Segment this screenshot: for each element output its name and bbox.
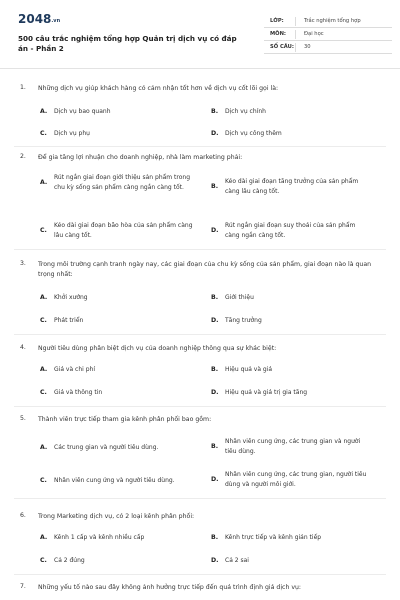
option-b[interactable]: [211, 107, 371, 117]
question-text: Thành viên trực tiếp tham gia kênh phân phối bao gồm:: [38, 416, 212, 423]
option-a[interactable]: [40, 107, 200, 117]
option-text: Hiệu quả và giá: [225, 366, 273, 373]
option-letter: C.: [40, 130, 47, 138]
option-text: Nhân viên cung ứng, các trung gian và người tiêu dùng.: [225, 438, 361, 455]
option-b[interactable]: [211, 293, 371, 303]
meta-value: Đại học: [304, 31, 324, 37]
option-letter: A.: [40, 179, 48, 186]
meta-row-subject: [264, 28, 392, 41]
option-d[interactable]: [211, 388, 371, 398]
meta-separator: [295, 17, 296, 26]
site-logo[interactable]: [18, 12, 60, 26]
question-text: Để gia tăng lợi nhuận cho doanh nghiệp, nhà làm marketing phải:: [38, 154, 243, 161]
meta-separator: [295, 30, 296, 39]
option-letter: C.: [40, 227, 47, 234]
option-letter: B.: [211, 366, 219, 374]
option-text: Rút ngắn giai đoạn suy thoái của sản phẩm càng ngắn càng tốt.: [225, 222, 356, 239]
option-text: Kéo dài giai đoạn bão hòa của sản phẩm càng lâu càng tốt.: [54, 222, 193, 239]
option-letter: C.: [40, 557, 47, 565]
option-letter: A.: [40, 108, 48, 116]
document-header: [18, 12, 384, 62]
option-text: Dịch vụ chính: [225, 108, 266, 115]
question-number: 5.: [20, 415, 26, 422]
option-text: Các trung gian và người tiêu dùng.: [54, 444, 159, 451]
option-text: Nhân viên cung ứng và người tiêu dùng.: [54, 477, 175, 484]
option-letter: B.: [211, 534, 219, 542]
option-text: Tăng trưởng: [225, 317, 262, 324]
meta-key: MÔN:: [270, 31, 286, 37]
option-letter: A.: [40, 534, 48, 542]
question-text: Trong Marketing dịch vụ, có 2 loại kênh phân phối:: [38, 513, 195, 520]
option-d[interactable]: [211, 129, 371, 139]
option-text: Rút ngắn giai đoạn giới thiệu sản phẩm trong chu kỳ sống sản phẩm càng ngắn càng tốt.: [54, 174, 191, 191]
option-c[interactable]: [40, 388, 200, 398]
option-letter: A.: [40, 444, 48, 452]
option-d[interactable]: [211, 470, 376, 489]
option-letter: B.: [211, 294, 219, 302]
option-letter: C.: [40, 477, 47, 485]
option-text: Cả 2 đúng: [54, 557, 85, 564]
page-title: 500 câu trắc nghiệm tổng hợp Quản trị dịch vụ có đáp án - Phần 2: [18, 34, 237, 53]
question-number: 2.: [20, 153, 26, 160]
option-a[interactable]: [40, 173, 200, 192]
option-a[interactable]: [40, 443, 205, 453]
option-d[interactable]: [211, 316, 371, 326]
option-text: Kéo dài giai đoạn tăng trưởng của sản phẩm càng lâu càng tốt.: [225, 178, 359, 195]
meta-separator: [295, 43, 296, 52]
question-number: 4.: [20, 344, 26, 351]
question-text: Trong môi trường cạnh tranh ngày nay, các giai đoạn của chu kỳ sống của sản phẩm, giai đoạn nào là quan trọng nhất:: [38, 261, 372, 278]
meta-key: LỚP:: [270, 18, 284, 24]
option-text: Kênh trực tiếp và kênh gián tiếp: [225, 534, 322, 541]
question-text: Những dịch vụ giúp khách hàng có cảm nhận tốt hơn về dịch vụ cốt lõi gọi là:: [38, 85, 279, 92]
option-text: Nhân viên cung ứng, các trung gian, người tiêu dùng và người môi giới.: [225, 471, 367, 488]
meta-row-question-count: [264, 41, 392, 54]
option-b[interactable]: [211, 437, 376, 456]
question-divider: [14, 498, 386, 499]
option-letter: A.: [40, 294, 48, 302]
option-a[interactable]: [40, 293, 200, 303]
option-b[interactable]: [211, 365, 371, 375]
option-b[interactable]: [211, 177, 371, 196]
option-c[interactable]: [40, 556, 200, 566]
option-d[interactable]: [211, 556, 371, 566]
option-letter: D.: [211, 227, 219, 234]
option-letter: B.: [211, 443, 219, 450]
option-text: Cả 2 sai: [225, 557, 249, 564]
question-text: Người tiêu dùng phân biệt dịch vụ của doanh nghiệp thông qua sự khác biệt:: [38, 345, 277, 352]
option-text: Giá và thông tin: [54, 389, 103, 396]
option-c[interactable]: [40, 129, 200, 139]
option-a[interactable]: [40, 365, 200, 375]
question-divider: [14, 334, 386, 335]
option-b[interactable]: [211, 533, 376, 543]
option-a[interactable]: [40, 533, 200, 543]
option-letter: D.: [211, 557, 219, 565]
option-letter: A.: [40, 366, 48, 374]
question-divider: [14, 574, 386, 575]
question-number: 6.: [20, 512, 26, 519]
logo-text: 2048: [18, 12, 52, 26]
option-letter: D.: [211, 476, 219, 483]
question-number: 1.: [20, 84, 26, 91]
option-letter: B.: [211, 108, 219, 116]
option-letter: D.: [211, 317, 219, 325]
option-text: Khởi xướng: [54, 294, 88, 301]
meta-key: SỐ CÂU:: [270, 44, 294, 50]
meta-row-class: [264, 15, 392, 28]
logo-suffix: .vn: [51, 18, 61, 24]
option-letter: B.: [211, 183, 219, 190]
question-divider: [14, 406, 386, 407]
document-meta-table: [264, 15, 392, 54]
question-text: Những yếu tố nào sau đây không ảnh hưởng trực tiếp đến quá trình định giá dịch vụ:: [38, 584, 301, 591]
meta-value: 30: [304, 44, 311, 50]
meta-value: Trắc nghiệm tổng hợp: [304, 18, 361, 24]
option-c[interactable]: [40, 316, 200, 326]
option-d[interactable]: [211, 221, 371, 240]
question-divider: [14, 249, 386, 250]
option-text: Dịch vụ bao quanh: [54, 108, 111, 115]
option-text: Giá và chi phí: [54, 366, 95, 373]
option-letter: C.: [40, 389, 47, 397]
option-c[interactable]: [40, 221, 200, 240]
option-c[interactable]: [40, 476, 205, 486]
option-text: Phát triển: [54, 317, 84, 324]
option-letter: C.: [40, 317, 47, 325]
option-text: Giới thiệu: [225, 294, 254, 301]
option-letter: D.: [211, 130, 219, 138]
option-text: Dịch vụ phụ: [54, 130, 90, 137]
option-text: Kênh 1 cấp và kênh nhiều cấp: [54, 534, 145, 541]
option-text: Hiệu quả và giá trị gia tăng: [225, 389, 308, 396]
option-text: Dịch vụ công thêm: [225, 130, 282, 137]
question-number: 3.: [20, 260, 26, 267]
question-divider: [14, 146, 386, 147]
header-divider: [0, 68, 400, 69]
question-number: 7.: [20, 583, 26, 590]
option-letter: D.: [211, 389, 219, 397]
